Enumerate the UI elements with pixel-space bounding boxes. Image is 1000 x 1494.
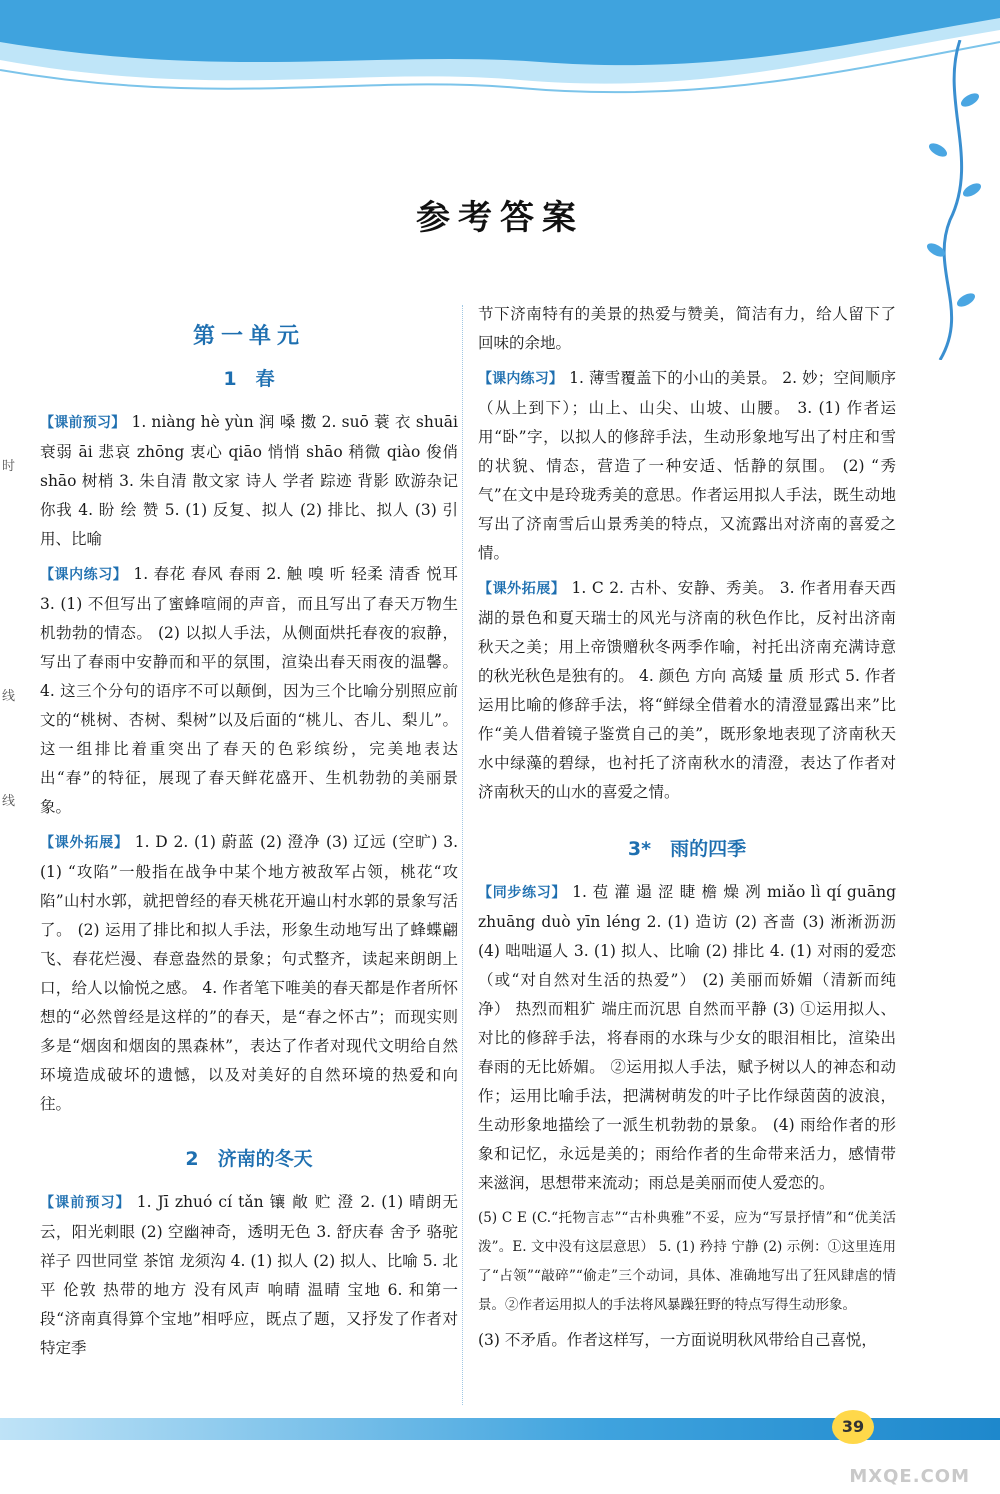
answer-text: 1. 薄雪覆盖下的小山的美景。 2. 妙；空间顺序（从上到下）；山上、山尖、山坡、山腰。 3. (1) 作者运用“卧”字，以拟人的修辞手法，生动形象地写出了村庄和雪的状貌、情态，营造了一种安适、恬静的氛围。 (2) “秀气”在文中是玲珑秀美的意思。作者运用拟人手法，既生动地写出了济南雪后山景秀美的特点，又流露出对济南的喜爱之情。 bbox=[478, 369, 896, 562]
section-tag: 【课外拓展】 bbox=[478, 581, 566, 597]
section-tag: 【课前预习】 bbox=[40, 1195, 131, 1211]
section-tag: 【同步练习】 bbox=[478, 885, 567, 901]
right-column bbox=[478, 300, 896, 1361]
answer-text: 1. D 2. (1) 蔚蓝 (2) 澄净 (3) 辽远 (空旷) 3. (1) “攻陷”一般指在战争中某个地方被敌军占领，桃花“攻陷”山村水郭，就把曾经的春天桃花开遍山村水郭的景象写活了。 (2) 运用了排比和拟人手法，形象生动地写出了蜂蝶翩飞、春花烂漫、春意盎然的景象；句式整齐，读起来朗朗上口，给人以愉悦之感。 4. 作者笔下唯美的春天都是作者所怀想的“必然曾经是这样的”的春天，是“春之怀古”；而现实则多是“烟囱和烟囱的黑森林”，表达了作者对现代文明给自然环境造成破坏的遗憾，以及对美好的自然环境的热爱和向往。 bbox=[40, 833, 458, 1113]
section-tag: 【课前预习】 bbox=[40, 415, 126, 431]
answer-block bbox=[40, 1188, 458, 1363]
left-column bbox=[40, 300, 458, 1369]
answer-block bbox=[40, 408, 458, 554]
section-tag: 【课外拓展】 bbox=[40, 835, 129, 851]
lesson-title: 3* 雨的四季 bbox=[627, 838, 747, 860]
answer-block bbox=[40, 560, 458, 822]
header-wave-banner bbox=[0, 0, 1000, 120]
lesson-title: 1 春 bbox=[223, 368, 275, 390]
answer-text: 1. niàng hè yùn 润 嗓 擞 2. suō 蓑 衣 shuāi 衰弱 āi 悲哀 zhōng 衷心 qiāo 悄悄 shāo 稍微 qiào 俊俏 shāo 树梢 3. 朱自清 散文家 诗人 学者 踪迹 背影 欧游杂记 你我 4. 盼 绘 赞 5. (1) 反复、拟人 (2) 排比、拟人 (3) 引用、比喻 bbox=[40, 413, 459, 548]
answer-text: 1. 苞 灌 遢 涩 睫 檐 燥 冽 miǎo lì qí guāng zhuāng duò yīn léng 2. (1) 造访 (2) 吝啬 (3) 淅淅沥沥 (4) 咄咄逼人 3. (1) 拟人、比喻 (2) 排比 4. (1) 对雨的爱恋（或“对自然对生活的热爱”） (2) 美丽而娇媚（清新而纯净） 热烈而粗犷 端庄而沉思 自然而平静 (3) ①运用拟人、对比的修辞手法，将春雨的水珠与少女的眼泪相比，渲染出春雨的无比娇媚。 ②运用拟人手法，赋予树以人的神态和动作；运用比喻手法，把满树萌发的叶子比作绿茵茵的波浪，生动形象地描绘了一派生机勃勃的景象。 (4) 雨给作者的形象和记忆，永远是美的；雨给作者的生命带来活力，感情带来滋润，思想带来流动；雨总是美丽而使人爱恋的。 bbox=[478, 883, 896, 1192]
answer-block bbox=[478, 574, 896, 807]
answer-text: 1. 春花 春风 春雨 2. 触 嗅 听 轻柔 清香 悦耳 3. (1) 不但写出了蜜蜂喧闹的声音，而且写出了春天万物生机勃勃的情态。 (2) 以拟人手法，从侧面烘托春夜的寂静，写出了春雨中安静而和平的氛围，渲染出春天雨夜的温馨。 4. 这三个分句的语序不可以颠倒，因为三个比喻分别照应前文的“桃树、杏树、梨树”以及后面的“桃儿、杏儿、梨儿”。这一组排比着重突出了春天的色彩缤纷，完美地表达出“春”的特征，展现了春天鲜花盛开、生机勃勃的美丽景象。 bbox=[40, 565, 458, 816]
margin-mark: 线 bbox=[2, 689, 16, 704]
answer-block bbox=[40, 828, 458, 1119]
answer-text: 节下济南特有的美景的热爱与赞美，简洁有力，给人留下了回味的余地。 bbox=[478, 305, 896, 352]
answer-text: (3) 不矛盾。作者这样写，一方面说明秋风带给自己喜悦， bbox=[478, 1331, 877, 1349]
answer-text: 1. Jī zhuó cí tǎn 镶 敞 贮 澄 2. (1) 晴朗无云，阳光刺眼 (2) 空幽神奇，透明无色 3. 舒庆春 舍予 骆驼祥子 四世同堂 茶馆 龙须沟 4. (1) 拟人 (2) 拟人、比喻 5. 北平 伦敦 热带的地方 没有风声 响晴 温晴 宝地 6. 和第一段“济南真得算个宝地”相呼应，既点了题，又抒发了作者对特定季 bbox=[40, 1193, 458, 1357]
answer-text: (5) C E (C.“托物言志”“古朴典雅”不妥，应为“写景抒情”和“优美活泼”。E. 文中没有这层意思） 5. (1) 矜持 宁静 (2) 示例：①这里连用了“占领”“敲碎”“偷走”三个动词，具体、准确地写出了狂风肆虐的情景。②作者运用拟人的手法将风暴躁狂野的特点写得生动形象。 bbox=[478, 1210, 896, 1313]
watermark: MXQE.COM bbox=[849, 1466, 970, 1487]
answer-block bbox=[478, 364, 896, 568]
column-divider bbox=[462, 305, 463, 1405]
answer-text: 1. C 2. 古朴、安静、秀美。 3. 作者用春天西湖的景色和夏天瑞士的风光与济南的秋色作比，反衬出济南秋天之美；用上帝馈赠秋冬两季作喻，衬托出济南充满诗意的秋光秋色是独有的。 4. 颜色 方向 高矮 量 质 形式 5. 作者运用比喻的修辞手法，将“鲜绿全借着水的清澄显露出来”比作“美人借着镜子鉴赏自己的美”，既形象地表现了济南秋天水中绿藻的碧绿，也衬托了济南秋水的清澄，表达了作者对济南秋天的山水的喜爱之情。 bbox=[478, 579, 896, 801]
margin-mark: 时 bbox=[2, 459, 16, 474]
answer-block bbox=[478, 878, 896, 1198]
unit-title: 第一单元 bbox=[192, 323, 305, 349]
page-number: 39 bbox=[832, 1410, 874, 1444]
lesson-title: 2 济南的冬天 bbox=[185, 1148, 313, 1170]
margin-mark: 线 bbox=[2, 794, 16, 809]
section-tag: 【课内练习】 bbox=[478, 371, 564, 387]
section-tag: 【课内练习】 bbox=[40, 567, 128, 583]
page-title: 参考答案 bbox=[416, 198, 584, 238]
